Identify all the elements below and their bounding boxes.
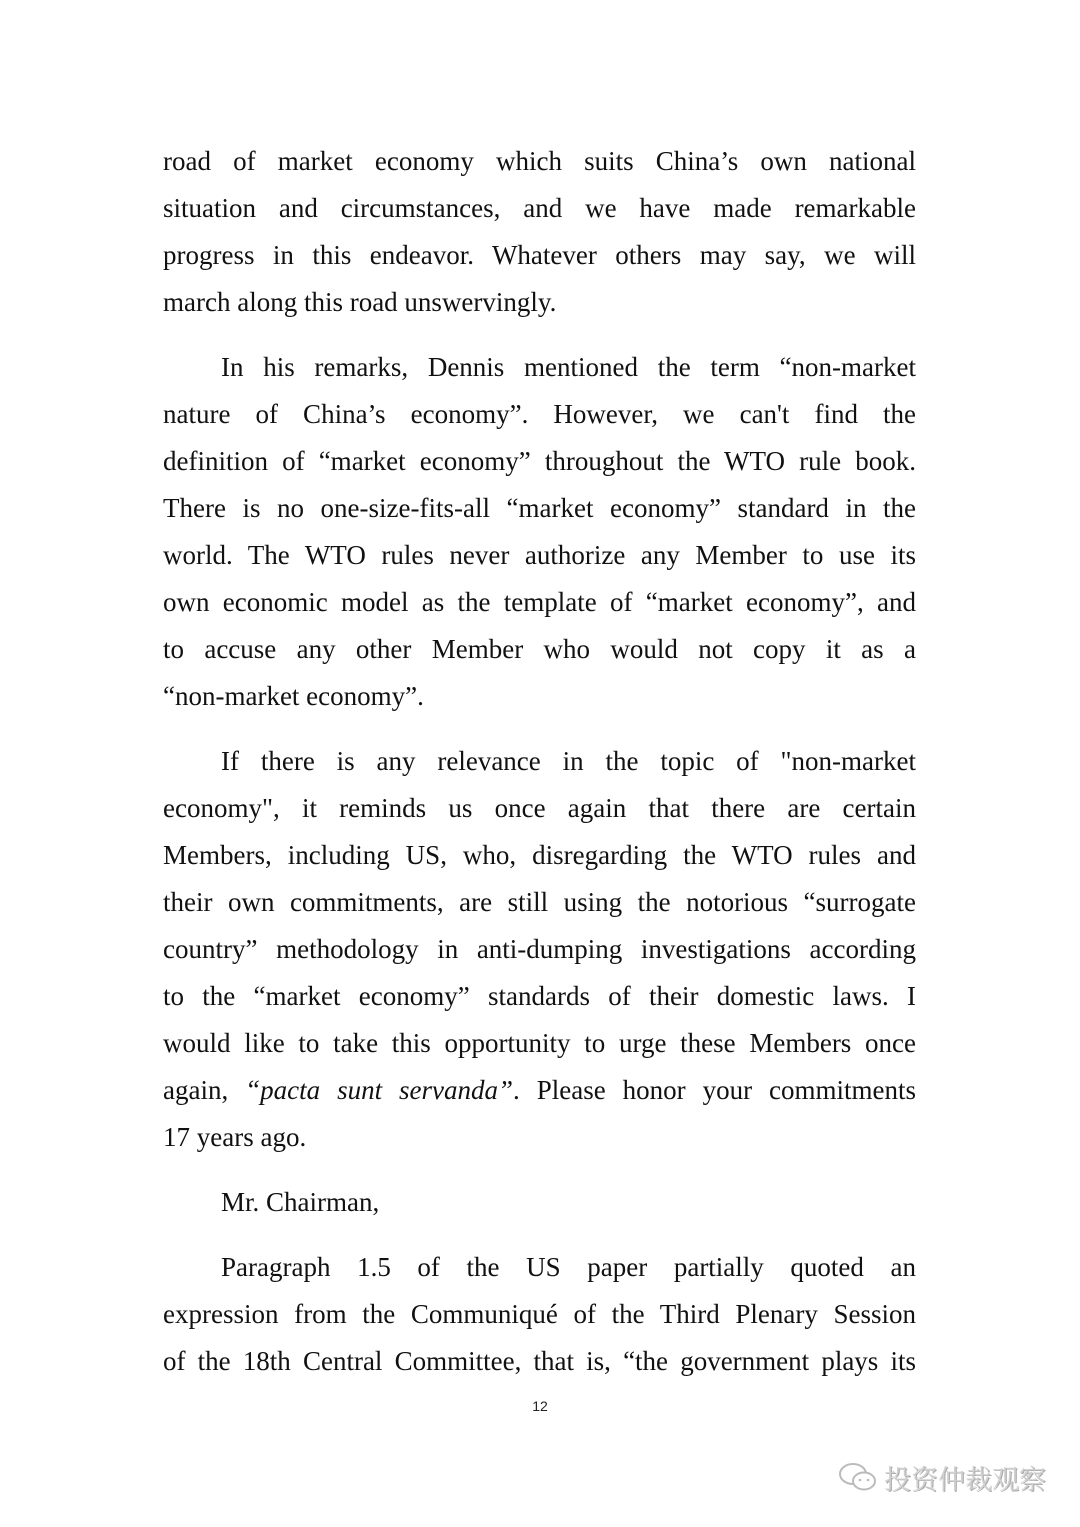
paragraph xyxy=(163,738,916,1161)
paragraph xyxy=(163,138,916,326)
document-body xyxy=(163,138,916,1403)
text-line: expression from the Communiqué of the Third Plenary Session xyxy=(163,1299,916,1329)
watermark xyxy=(838,1458,1046,1497)
text-line: “non-market economy”. xyxy=(163,681,424,711)
text-line: own economic model as the template of “market economy”, and xyxy=(163,587,916,617)
text-line: country” methodology in anti-dumping investigations according xyxy=(163,934,916,964)
text-line: road of market economy which suits China’s own national xyxy=(163,146,916,176)
paragraph xyxy=(163,1244,916,1385)
text-line: If there is any relevance in the topic of "non-market xyxy=(221,746,916,776)
text-segment: . Please honor your commitments xyxy=(513,1075,916,1105)
text-line: Mr. Chairman, xyxy=(221,1187,380,1217)
text-line: situation and circumstances, and we have made remarkable xyxy=(163,193,916,223)
text-line: of the 18th Central Committee, that is, “the government plays its xyxy=(163,1346,916,1376)
text-line: world. The WTO rules never authorize any Member to use its xyxy=(163,540,916,570)
italic-phrase: “pacta sunt servanda” xyxy=(245,1075,514,1105)
text-line: definition of “market economy” throughout the WTO rule book. xyxy=(163,446,916,476)
text-line: their own commitments, are still using the notorious “surrogate xyxy=(163,887,916,917)
text-line: Members, including US, who, disregarding the WTO rules and xyxy=(163,840,916,870)
text-line: economy", it reminds us once again that there are certain xyxy=(163,793,916,823)
paragraph xyxy=(163,1179,916,1226)
text-line xyxy=(163,1067,916,1114)
text-segment: again, xyxy=(163,1075,246,1105)
text-line: to accuse any other Member who would not copy it as a xyxy=(163,634,916,664)
text-line: There is no one-size-fits-all “market economy” standard in the xyxy=(163,493,916,523)
text-line: nature of China’s economy”. However, we can't find the xyxy=(163,399,916,429)
text-line: Paragraph 1.5 of the US paper partially quoted an xyxy=(221,1252,916,1282)
text-line: march along this road unswervingly. xyxy=(163,287,557,317)
watermark-text: 投资仲裁观察 xyxy=(884,1465,1046,1496)
page-number: 12 xyxy=(532,1398,548,1414)
paragraph xyxy=(163,344,916,720)
wechat-icon xyxy=(838,1461,878,1495)
text-line: progress in this endeavor. Whatever others may say, we will xyxy=(163,240,916,270)
text-line: would like to take this opportunity to urge these Members once xyxy=(163,1028,916,1058)
text-line: to the “market economy” standards of their domestic laws. I xyxy=(163,981,916,1011)
text-line: In his remarks, Dennis mentioned the term “non-market xyxy=(221,352,916,382)
text-line: 17 years ago. xyxy=(163,1122,307,1152)
